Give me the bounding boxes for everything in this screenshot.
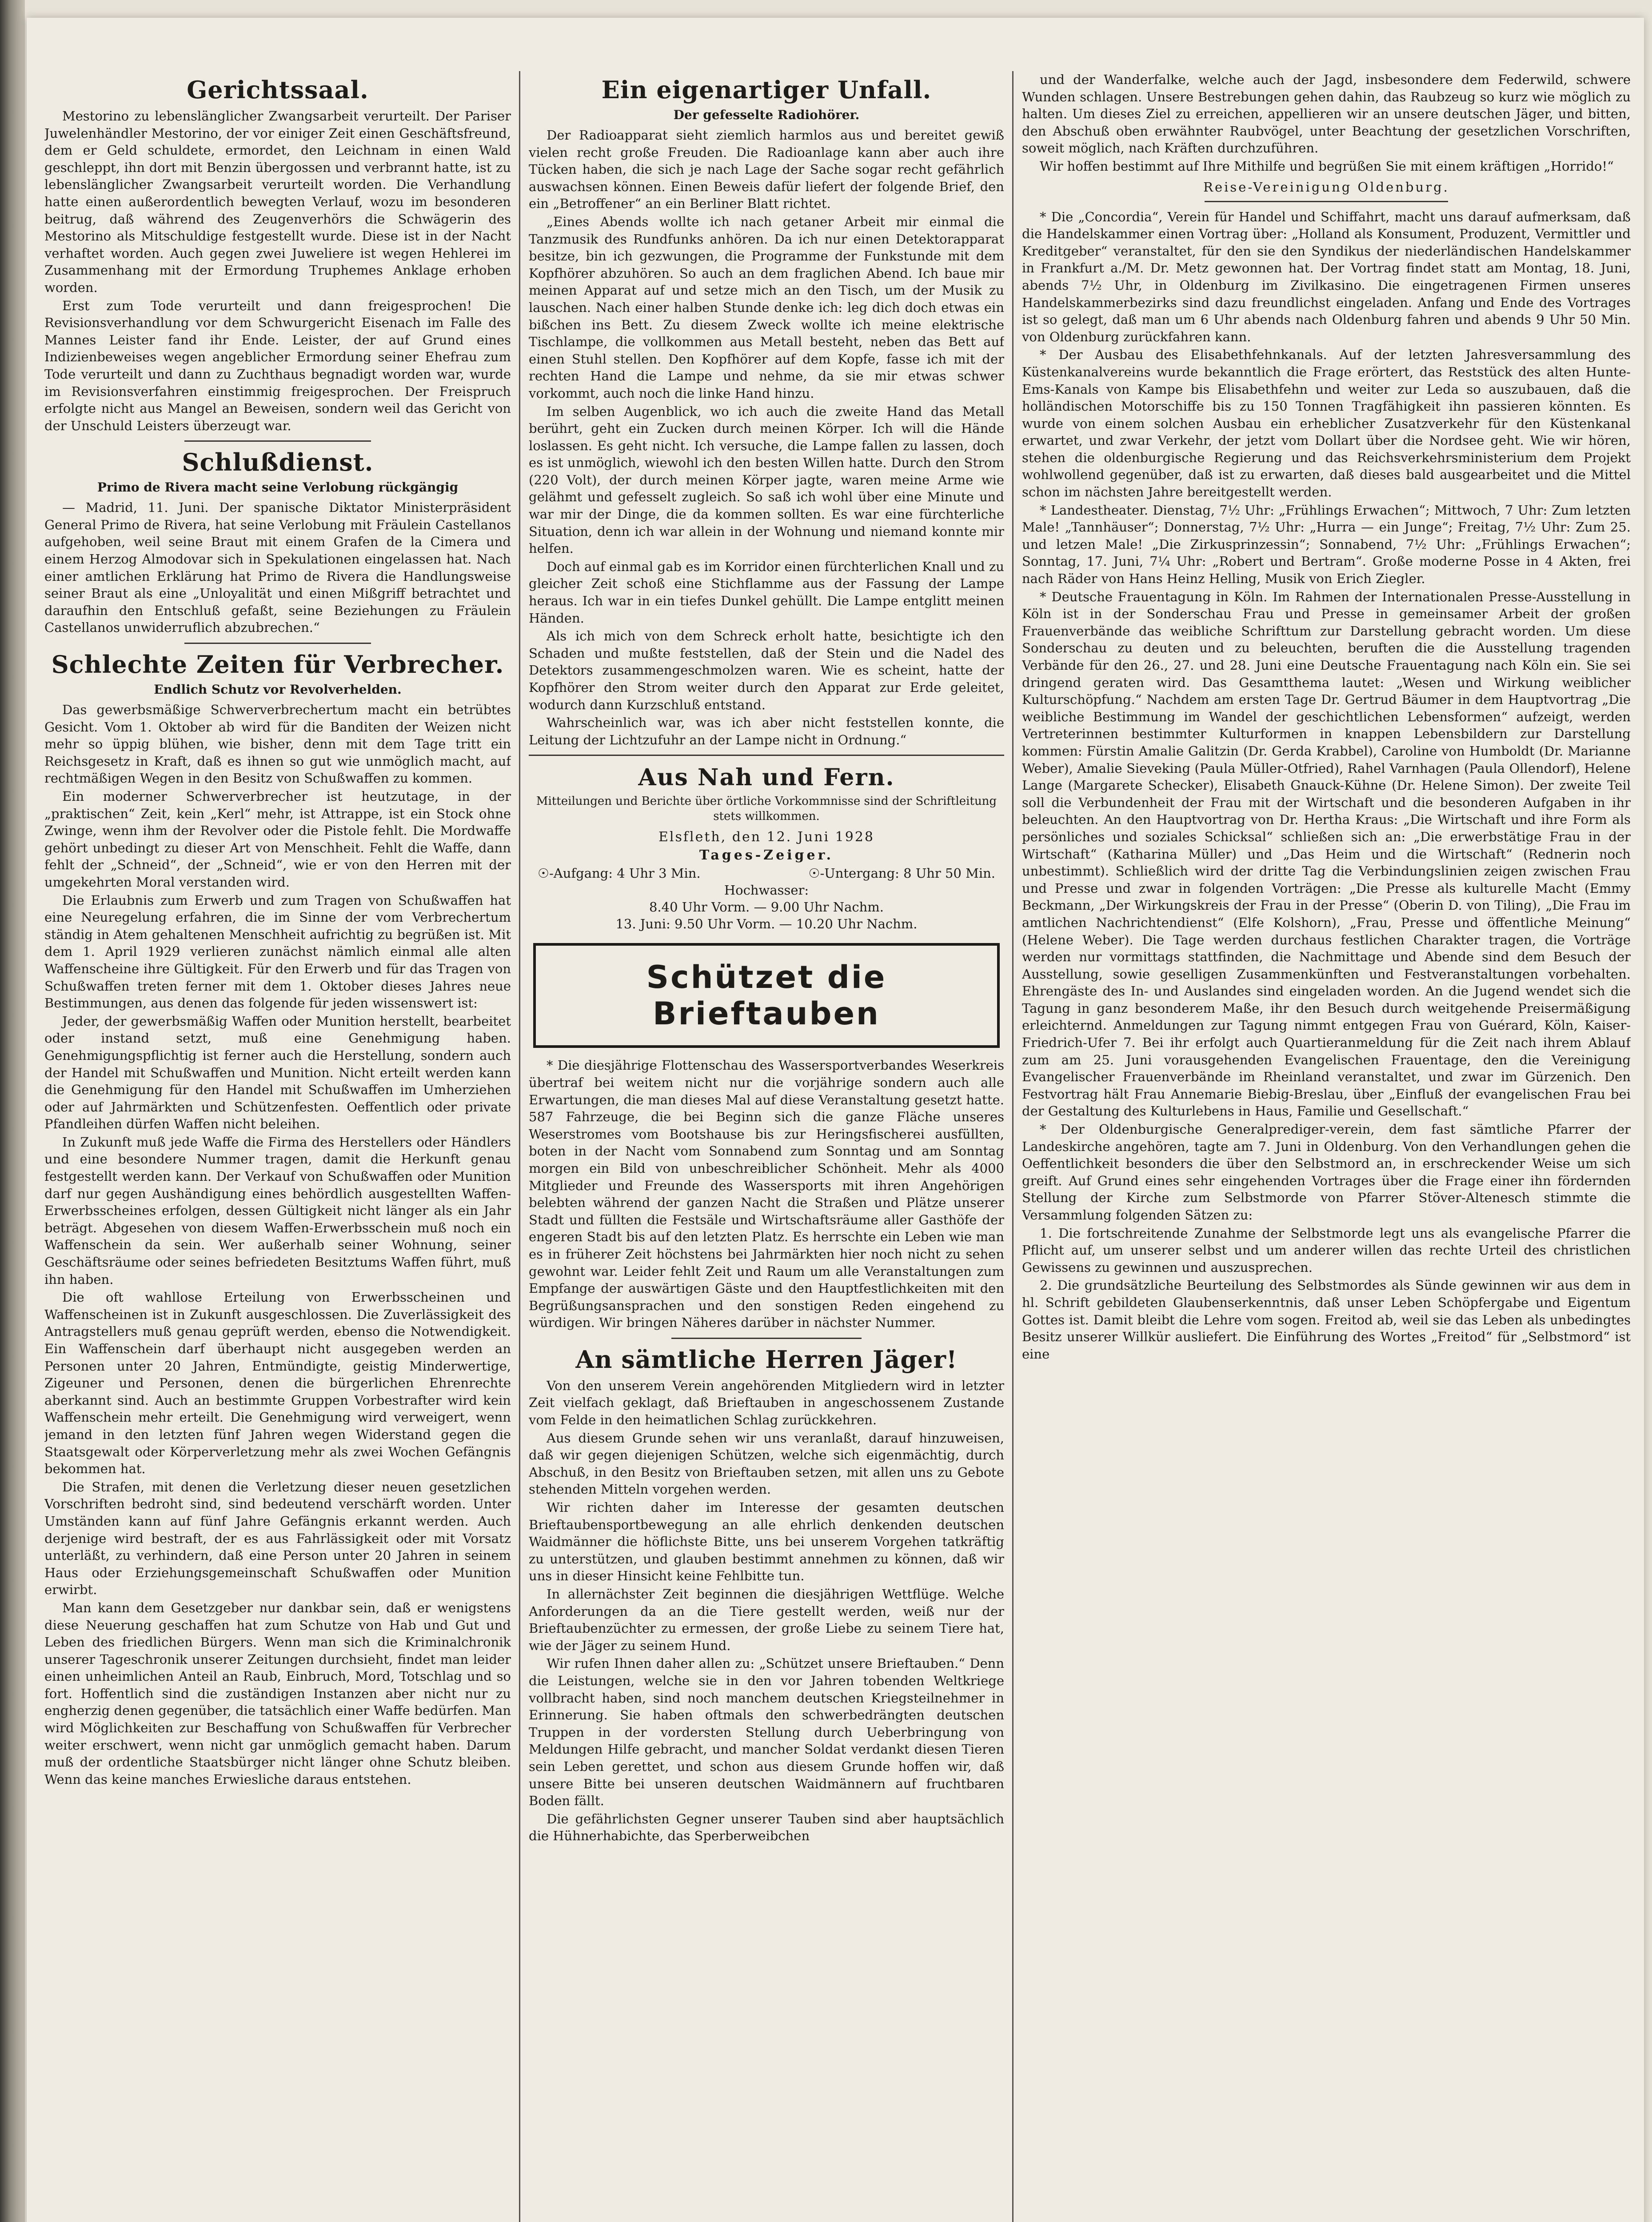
column-rule <box>519 71 520 2222</box>
article-body <box>44 499 511 636</box>
section-heading: An sämtliche Herren Jäger! <box>575 1345 958 1374</box>
section-heading: Schlußdienst. <box>182 448 374 477</box>
paragraph: Der Radioapparat sieht ziemlich harmlos aus und bereitet gewiß vielen recht große Freuden. Die Radioanlage kann aber auch ihre Tücken haben, die sich je nach Lage der Sache sogar recht gefährlich auswachsen können. Einen Beweis dafür liefert der folgende Brief, den ein „Betroffener“ an ein Berliner Blatt richtet. <box>529 128 1004 212</box>
column-3 <box>1022 71 1631 2222</box>
paragraph: 1. Die fortschreitende Zunahme der Selbstmorde legt uns als evangelische Pfarrer die Pflicht auf, um unserer selbst und um anderer willen das rechte Urteil des christlichen Gewissens zu gewinnen und auszusprechen. <box>1022 1225 1631 1275</box>
paragraph: Wir rufen Ihnen daher allen zu: „Schützet unsere Brieftauben.“ Denn die Leistungen, welche sie in den vor Jahren tobenden Weltkriege vollbracht haben, sind noch manchem deutschen Kriegsteilnehmer in Erinnerung. Sie haben oftmals den schwerbedrängten deutschen Truppen in der vordersten Stellung durch Ueberbringung von Meldungen Hilfe gebracht, und mancher Soldat verdankt diesen Tieren sein Leben gerettet, und schon aus diesem Grunde hoffen wir, daß unsere Bitte bei unseren deutschen Waidmännern auf fruchtbaren Boden fällt. <box>529 1656 1004 1809</box>
column-2 <box>529 71 1004 2222</box>
column-rule <box>1012 71 1014 2222</box>
article-subheading: Endlich Schutz vor Revolverhelden. <box>154 682 402 697</box>
section-heading: Schlechte Zeiten für Verbrecher. <box>51 650 504 679</box>
section-note: Mitteilungen und Berichte über örtliche Vorkommnisse sind der Schriftleitung stets willkommen. <box>536 795 997 823</box>
paragraph: Aus diesem Grunde sehen wir uns veranlaßt, darauf hinzuweisen, daß wir gegen diejenigen Schützen, welche sich eigenmächtig, durch Abschuß, in den Besitz von Brieftauben setzen, mit allen uns zu Gebote stehenden Mitteln vorgehen werden. <box>529 1430 1004 1497</box>
paragraph: * Der Ausbau des Elisabethfehnkanals. Auf der letzten Jahresversammlung des Küstenkanalvereins wurde bekanntlich die Frage erörtert, das Reststück des alten Hunte-Ems-Kanals von Kampe bis Elisabethfehn und weiter zur Leda so auszubauen, daß die holländischen Motorschiffe bis zu 150 Tonnen Tragfähigkeit ihn passieren könnten. Es wurde von einem solchen Ausbau ein erheblicher Zusatzverkehr für den Küstenkanal erwartet, und zwar Verkehr, der jetzt vom Dollart über die Nordsee geht. Wie wir hören, stehen die oldenburgische Regierung und das Reichsverkehrsministerium dem Projekt wohlwollend gegenüber, daß ist zu erwarten, daß dieses bald ausgearbeitet und die Mittel schon im nächsten Jahre bereitgestellt werden. <box>1022 347 1631 500</box>
adjacent-page-edge <box>0 0 25 2222</box>
paragraph: Jeder, der gewerbsmäßig Waffen oder Munition herstellt, bearbeitet oder instand setzt, muß eine Genehmigung haben. Genehmigungspflichtig ist ferner auch die Herstellung, sondern auch der Handel mit Schußwaffen und Munition. Nicht erteilt werden kann die Genehmigung für den Handel mit Schußwaffen im Umherziehen oder auf Jahrmärkten und Schützenfesten. Oeffentlich oder private Pfandleihen dürfen Waffen nicht beleihen. <box>44 1013 511 1132</box>
article-subheading: Der gefesselte Radiohörer. <box>673 108 860 122</box>
paragraph: Die Erlaubnis zum Erwerb und zum Tragen von Schußwaffen hat eine Neuregelung erfahren, die im Sinne der vom Verbrechertum ständig in Atem gehaltenen Menschheit aufrichtig zu begrüßen ist. Mit dem 1. April 1929 verlieren zunächst nämlich einmal alle alten Waffenscheine ihre Gültigkeit. Für den Erwerb und für das Tragen von Schußwaffen treten ferner mit dem 1. Oktober dieses Jahres neue Bestimmungen, aus denen das folgende für jeden wissenswert ist: <box>44 892 511 1011</box>
article-body <box>44 701 511 1788</box>
article-body <box>1022 208 1631 1363</box>
divider <box>671 1338 862 1339</box>
hochwasser-line-1: 8.40 Uhr Vorm. — 9.00 Uhr Nachm. <box>649 899 884 915</box>
tages-zeiger-title: Tages-Zeiger. <box>699 847 834 863</box>
paragraph: Mestorino zu lebenslänglicher Zwangsarbeit verurteilt. Der Pariser Juwelenhändler Mestorino, der vor einiger Zeit einen Geschäftsfreund, dem er Geld schuldete, ermordet, den Leichnam in einen Wald geschleppt, ihn dort mit Benzin übergossen und verbrannt hatte, ist zu lebenslänglicher Zwangsarbeit verurteilt worden. Die Verhandlung hatte einen außerordentlich bewegten Verlauf, wozu im besonderen beitrug, daß während des Zeugenverhörs die Schwägerin des Mestorino als Mitschuldige festgestellt wurde. Diese ist in der Nacht verhaftet worden. Auch gegen zwei Juweliere ist wegen Hehlerei im Zusammenhang mit der Ermordung Truphemes Anklage erhoben worden. <box>44 108 511 295</box>
paragraph: Doch auf einmal gab es im Korridor einen fürchterlichen Knall und zu gleicher Zeit schoß eine Stichflamme aus der Fassung der Lampe heraus. Ich war in ein tiefes Dunkel gehüllt. Die Lampe entglitt meinen Händen. <box>529 559 1004 626</box>
paragraph: In allernächster Zeit beginnen die diesjährigen Wettflüge. Welche Anforderungen da an die Tiere gestellt werden, weiß nur der Brieftaubenzüchter zu ermessen, der große Liebe zu seinem Tiere hat, wie der Jäger zu seinem Hund. <box>529 1587 1004 1653</box>
paragraph: Von den unserem Verein angehörenden Mitgliedern wird in letzter Zeit vielfach geklagt, daß Brieftauben in angeschossenem Zustande vom Felde in den heimatlichen Schlag zurückkehren. <box>529 1378 1004 1428</box>
paragraph: Die oft wahllose Erteilung von Erwerbsscheinen und Waffenscheinen ist in Zukunft ausgeschlossen. Die Zuverlässigkeit des Antragstellers muß genau geprüft werden, ebenso die Notwendigkeit. Ein Waffenschein darf überhaupt nicht ausgegeben werden an Personen unter 20 Jahren, Entmündigte, geistig Minderwertige, Zigeuner und Personen, denen die bürgerlichen Ehrenrechte aberkannt sind. Auch an bestimmte Gruppen Vorbestrafter wird kein Waffenschein mehr erteilt. Die Genehmigung wird verweigert, wenn jemand in den letzten fünf Jahren wegen Widerstand gegen die Staatsgewalt oder Körperverletzung mehr als zwei Wochen Gefängnis bekommen hat. <box>44 1290 511 1477</box>
paragraph: Man kann dem Gesetzgeber nur dankbar sein, daß er wenigstens diese Neuerung geschaffen hat zum Schutze von Hab und Gut und Leben des friedlichen Bürgers. Wenn man sich die Kriminalchronik unserer Tageschronik unserer Zeitungen durchsieht, findet man leider einen unheimlichen Anteil an Raub, Einbruch, Mord, Totschlag und so fort. Hoffentlich sind die zuständigen Instanzen aber nicht nur zu engherzig denen gegenüber, die tatsächlich einer Waffe bedürfen. Man wird Möglichkeiten zur Beschaffung von Schußwaffen für Verbrecher weiter erschwert, wenn nicht gar unmöglich gemacht haben. Darum muß der ordentliche Staatsbürger nicht länger ohne Schutz bleiben. Wenn das keine manches Erwiesliche daraus entstehen. <box>44 1600 511 1787</box>
sunset-text: ☉-Untergang: 8 Uhr 50 Min. <box>808 866 995 881</box>
section-heading: Aus Nah und Fern. <box>638 764 895 791</box>
paragraph: * Deutsche Frauentagung in Köln. Im Rahmen der Internationalen Presse-Ausstellung in Köln ist in der Sonderschau Frau und Presse in gemeinsamer Arbeit der großen Frauenverbände das weibliche Schrifttum zur Darstellung gebracht worden. Um diese Sonderschau zu deuten und zu beleuchten, beruften die die Ausstellung tragenden Verbände für den 26., 27. und 28. Juni eine Deutsche Frauentagung nach Köln ein. Sie sei dringend geraten wird. Das Gesamtthema lautet: „Wesen und Wirkung weiblicher Kulturschöpfung.“ Nachdem am ersten Tage Dr. Gertrud Bäumer in dem Hauptvortrag „Die weibliche Bestimmung im Wandel der geschichtlichen Lebensformen“ aufzeigt, werden Vertreterinnen bestimmter Kulturformen in knappen Lebensbildern zur Darstellung kommen: Fürstin Amalie Galitzin (Dr. Gerda Krabbel), Caroline von Humboldt (Dr. Marianne Weber), Amalie Sieveking (Paula Müller-Otfried), Rahel Varnhagen (Paula Ollendorf), Helene Lange (Margarete Schecker), Elisabeth Gnauck-Kühne (Dr. Helene Simon). Der zweite Teil soll die Verbundenheit der Frau mit der Wirtschaft und die besonderen Aufgaben in ihr beleuchten. An den Hauptvortrag von Dr. Hertha Kraus: „Die Wirtschaft und ihre Form als persönliches und soziales Schicksal“ schließen sich an: „Die erwerbstätige Frau in der Wirtschaft“ (Katharina Müller) und „Das Heim und die Wirtschaft“ (Rednerin noch unbestimmt). Schließlich wird der dritte Tag die Verbindungslinien zeigen zwischen Frau und Presse und zwar in folgenden Vorträgen: „Die Presse als kulturelle Macht (Emmy Beckmann, „Der Wirkungskreis der Frau in der Presse“ (Oberin D. von Tiling), „Die Frau im amtlichen Nachrichtendienst“ (Elfe Kolshorn), „Frau, Presse und öffentliche Meinung“ (Helene Weber). Die Tage werden durchaus festlichen Charakter tragen, die Vorträge werden nur vormittags stattfinden, die Nachmittage und Abende sind dem Besuch der Ausstellung, sowie geselligen Zusammenkünften und Festveranstaltungen vorbehalten. Ehrengäste des In- und Auslandes sind eingeladen worden. An die Jugend wendet sich die Tagung in ganz besonderem Maße, ihr den Besuch durch weitgehende Preisermäßigung erleichternd. Anmeldungen zur Tagung nimmt entgegen Frau von Guérard, Köln, Kaiser-Friedrich-Ufer 7. Bei ihr erfolgt auch Quartieranmeldung für die Zeit nach ihrem Ablauf zum am 25. Juni vorausgehenden Evangelischen Frauentage, den die Vereinigung Evangelischer Frauenverbände im Rheinland veranstaltet, und zwar im Gürzenich. Den Festvortrag hält Frau Annemarie Biebig-Breslau, über „Einfluß der evangelischen Frau bei der Gestaltung des Kulturlebens in Haus, Familie und Gesellschaft.“ <box>1022 589 1631 1119</box>
section-heading: Gerichtssaal. <box>187 76 369 104</box>
sunrise-text: ☉-Aufgang: 4 Uhr 3 Min. <box>538 866 701 881</box>
column-1 <box>44 71 511 2222</box>
article-body <box>529 1377 1004 1845</box>
paragraph: Wir hoffen bestimmt auf Ihre Mithilfe und begrüßen Sie mit einem kräftigen „Horrido!“ <box>1040 158 1614 174</box>
article-body <box>1022 71 1631 175</box>
paragraph: Wir richten daher im Interesse der gesamten deutschen Brieftaubensportbewegung an alle ehrlich denkenden deutschen Waidmänner die höflichste Bitte, uns bei unserem Vorgehen tatkräftig zu unterstützen, und glauben bestimmt annehmen zu können, daß wir uns in dieser Hinsicht keine Fehlbitte tun. <box>529 1500 1004 1584</box>
article-body <box>44 108 511 434</box>
paragraph: * Die diesjährige Flottenschau des Wassersportverbandes Weserkreis übertraf bei weitem nicht nur die vorjährige sondern auch alle Erwartungen, die man dieses Mal auf diese Veranstaltung gesetzt hatte. 587 Fahrzeuge, die bei Beginn sich die ganze Fläche unseres Weserstromes vom Bootshause bis zur Heringsfischerei ausfüllten, boten in der Nacht vom Sonnabend zum Sonntag und am Sonntag morgen ein Bild von unbeschreiblicher Schönheit. Mehr als 4000 Mitglieder und Freunde des Wassersports mit ihren Angehörigen belebten während der ganzen Nacht die Straßen und Plätze unserer Stadt und füllten die Festsäle und Wirtschaftsräume aller Gasthöfe der engeren Stadt bis auf den letzten Platz. Es herrschte ein Leben wie man es in früherer Zeit höchstens bei Jahrmärkten hier noch nicht zu sehen gewohnt war. Leider fehlt Zeit und Raum um alle Veranstaltungen zum Empfange der auswärtigen Gäste und den Hauptfestlichkeiten mit den Begrüßungsansprachen und den sonstigen Reden eingehend zu würdigen. Wir bringen Näheres darüber in nächster Nummer. <box>529 1058 1004 1331</box>
paragraph: Wahrscheinlich war, was ich aber nicht feststellen konnte, die Leitung der Lichtzufuhr an der Lampe nicht in Ordnung.“ <box>529 715 1004 747</box>
paragraph: Die gefährlichsten Gegner unserer Tauben sind aber hauptsächlich die Hühnerhabichte, das Sperberweibchen <box>529 1811 1004 1844</box>
divider <box>1205 201 1448 202</box>
paragraph: Erst zum Tode verurteilt und dann freigesprochen! Die Revisionsverhandlung vor dem Schwurgericht Eisenach im Falle des Mannes Leister fand ihr Ende. Leister, der auf Grund eines Indizienbeweises wegen angeblicher Ermordung seiner Ehefrau zum Tode verurteilt und dann zu Zuchthaus begnadigt worden war, wurde im Revisionsverfahren einstimmig freigesprochen. Der Freispruch erfolgte nicht aus Mangel an Beweisen, sondern weil das Gericht von der Unschuld Leisters überzeugt war. <box>44 298 511 433</box>
article-body <box>529 127 1004 748</box>
divider <box>184 440 371 442</box>
paragraph: Im selben Augenblick, wo ich auch die zweite Hand das Metall berührt, geht ein Zucken durch meinen Körper. Ich will die Hände loslassen. Es geht nicht. Ich versuche, die Lampe fallen zu lassen, doch es ist unmöglich, wiewohl ich den besten Willen hatte. Durch den Strom (220 Volt), der durch meinen Körper jagte, waren meine Arme wie gelähmt und gefesselt zugleich. So saß ich wohl über eine Minute und war mir der Dinge, die da kommen sollten. Es war eine fürchterliche Situation, denn ich war allein in der Wohnung und niemand konnte mir helfen. <box>529 404 1004 556</box>
paragraph: In Zukunft muß jede Waffe die Firma des Herstellers oder Händlers und eine besondere Nummer tragen, damit die Herkunft genau festgestellt werden kann. Der Verkauf von Schußwaffen oder Munition darf nur gegen Aushändigung eines behördlich ausgestellten Waffen-Erwerbsscheines erfolgen, dessen Gültigkeit nicht länger als ein Jahr beträgt. Abgesehen von diesem Waffen-Erwerbsschein muß noch ein Waffenschein da sein. Wer außerhalb seiner Wohnung, seiner Geschäftsräume oder seines befriedeten Besitztums Waffen führt, muß ihn haben. <box>44 1134 511 1287</box>
paragraph: Ein moderner Schwerverbrecher ist heutzutage, in der „praktischen“ Zeit, kein „Kerl“ mehr, ist Attrappe, ist ein Stock ohne Zwinge, wenn ihm der Revolver oder die Pistole fehlt. Die Mordwaffe gehört unbedingt zu dieser Art von Menschheit. Fehlt die Waffe, dann fehlt der „Schneid“, der „Schneid“, wie er von den Herren mit der umgekehrten Moral verstanden wird. <box>44 789 511 890</box>
newspaper-page <box>27 18 1644 2222</box>
paragraph: Das gewerbsmäßige Schwerverbrechertum macht ein betrübtes Gesicht. Vom 1. Oktober ab wird für die Banditen der Weizen nicht mehr so üppig blühen, wie bisher, denn mit dem Tage tritt ein Reichsgesetz in Kraft, daß es ihnen so gut wie unmöglich macht, auf rechtmäßigen Wegen in den Besitz von Schußwaffen zu kommen. <box>44 702 511 786</box>
divider <box>529 755 1004 756</box>
signature: Reise-Vereinigung Oldenburg. <box>1203 179 1449 195</box>
paragraph: * Die „Concordia“, Verein für Handel und Schiffahrt, macht uns darauf aufmerksam, daß die Handelskammer einen Vortrag über: „Holland als Konsument, Produzent, Vermittler und Kreditgeber“ veranstaltet, für den sie den Syndikus der niederländischen Handelskammer in Frankfurt a./M. Dr. Metz gewonnen hat. Der Vortrag findet statt am Montag, 18. Juni, abends 7½ Uhr, in Oldenburg im Zivilkasino. Die eingetragenen Firmen unseres Handelskammerbezirks sind dazu freundlichst eingeladen. Anfang und Ende des Vortrages ist so gelegt, daß man um 6 Uhr abends nach Oldenburg fahren und abends 9 Uhr 50 Min. von Oldenburg zurückfahren kann. <box>1022 209 1631 344</box>
dateline: Elsfleth, den 12. Juni 1928 <box>658 829 874 845</box>
section-heading: Ein eigenartiger Unfall. <box>601 76 932 104</box>
paragraph: — Madrid, 11. Juni. Der spanische Diktator Ministerpräsident General Primo de Rivera, hat seine Verlobung mit Fräulein Castellanos aufgehoben, weil seine Braut mit einem Grafen de la Cimera und einem Herzog Almodovar sich in Spekulationen eingelassen hat. Nach einer amtlichen Erklärung hat Primo de Rivera die Handlungsweise seiner Braut als eine „Unloyalität und einen Mißgriff betrachtet und daraufhin den Entschluß gefaßt, seine Beziehungen zu Fräulein Castellanos unwiderruflich abzubrechen.“ <box>44 500 511 635</box>
hochwasser-title: Hochwasser: <box>724 883 809 898</box>
paragraph: Die Strafen, mit denen die Verletzung dieser neuen gesetzlichen Vorschriften bedroht sind, sind bedeutend verschärft worden. Unter Umständen kann auf fünf Jahre Gefängnis erkannt werden. Auch derjenige wird bestraft, der es aus Fahrlässigkeit oder mit Vorsatz unterläßt, zu verhindern, daß eine Person unter 20 Jahren in seinem Haus oder Erziehungsgemeinschaft Schußwaffen oder Munition erwirbt. <box>44 1479 511 1598</box>
sun-times <box>538 866 995 881</box>
divider <box>184 643 371 644</box>
article-body <box>529 1057 1004 1331</box>
paragraph: und der Wanderfalke, welche auch der Jagd, insbesondere dem Federwild, schwere Wunden schlagen. Unsere Bestrebungen gehen dahin, das Raubzeug so kurz wie möglich zu halten. Um dieses Ziel zu erreichen, appellieren wir an unsere deutschen Jäger, und bitten, den Abschuß oben erwähnter Raubvögel, unter Beachtung der gesetzlichen Vorschriften, soweit möglich, nach Kräften durchzuführen. <box>1022 72 1631 156</box>
paragraph: „Eines Abends wollte ich nach getaner Arbeit mir einmal die Tanzmusik des Rundfunks anhören. Da ich nur einen Detektorapparat besitze, bin ich gezwungen, die Programme der Funkstunde mit dem Kopfhörer abzuhören. So auch an dem fraglichen Abend. Ich baue mir meinen Apparat auf und setze mich an den Tisch, um der Musik zu lauschen. Nach einer halben Stunde denke ich: leg dich doch etwas ein bißchen ins Bett. Zu diesem Zweck wollte ich meine elektrische Tischlampe, die vollkommen aus Metall besteht, neben das Bett auf einen Stuhl stellen. Den Kopfhörer auf dem Kopfe, fasse ich mit der rechten Hand die Lampe und nehme, da sie mir etwas schwer vorkommt, auch noch die linke Hand hinzu. <box>529 214 1004 401</box>
paragraph: Als ich mich von dem Schreck erholt hatte, besichtigte ich den Schaden und mußte feststellen, daß der Stein und die Nadel des Detektors zusammengeschmolzen waren. Wie es scheint, hatte der Kopfhörer den Strom weiter durch den Apparat zur Erde geleitet, wodurch dann Kurzschluß entstand. <box>529 628 1004 712</box>
paragraph: * Landestheater. Dienstag, 7½ Uhr: „Frühlings Erwachen“; Mittwoch, 7 Uhr: Zum letzten Male! „Tannhäuser“; Donnerstag, 7½ Uhr: „Hurra — ein Junge“; Freitag, 7½ Uhr: Zum 25. und letzen Male! „Die Zirkusprinzessin“; Sonnabend, 7½ Uhr: „Frühlings Erwachen“; Sonntag, 17. Juni, 7¼ Uhr: „Robert und Bertram“. Große moderne Posse in 4 Akten, frei nach Räder von Hans Heinz Helling, Musik von Erich Ziegler. <box>1022 502 1631 587</box>
paragraph: 2. Die grundsätzliche Beurteilung des Selbstmordes als Sünde gewinnen wir aus dem in hl. Schrift gebildeten Glaubenserkenntnis, daß unser Leben Schöpfergabe und Eigentum Gottes ist. Damit bleibt die Lehre vom sogen. Freitod ab, weil sie das Leben als unbedingtes Besitz unserer Willkür ausliefert. Die Einführung des Wortes „Freitod“ für „Selbstmord“ ist eine <box>1022 1278 1631 1362</box>
boxed-banner <box>533 943 1000 1048</box>
article-subheading: Primo de Rivera macht seine Verlobung rückgängig <box>97 480 459 495</box>
paragraph: * Der Oldenburgische Generalprediger-verein, dem fast sämtliche Pfarrer der Landeskirche angehören, tagte am 7. Juni in Oldenburg. Von den Verhandlungen gehen die Oeffentlichkeit besonders die über den Selbstmord an, in erschreckender Weise um sich greift. Auf Grund eines sehr eingehenden Vortrages über die Frage einer ihn fördernden Stellung der Kirche zum Selbstmorde von Pfarrer Stöver-Altenesch stimmte die Versammlung folgenden Sätzen zu: <box>1022 1122 1631 1223</box>
hochwasser-line-2: 13. Juni: 9.50 Uhr Vorm. — 10.20 Uhr Nachm. <box>615 916 918 932</box>
banner-text: Schützet die Brieftauben <box>646 959 887 1032</box>
